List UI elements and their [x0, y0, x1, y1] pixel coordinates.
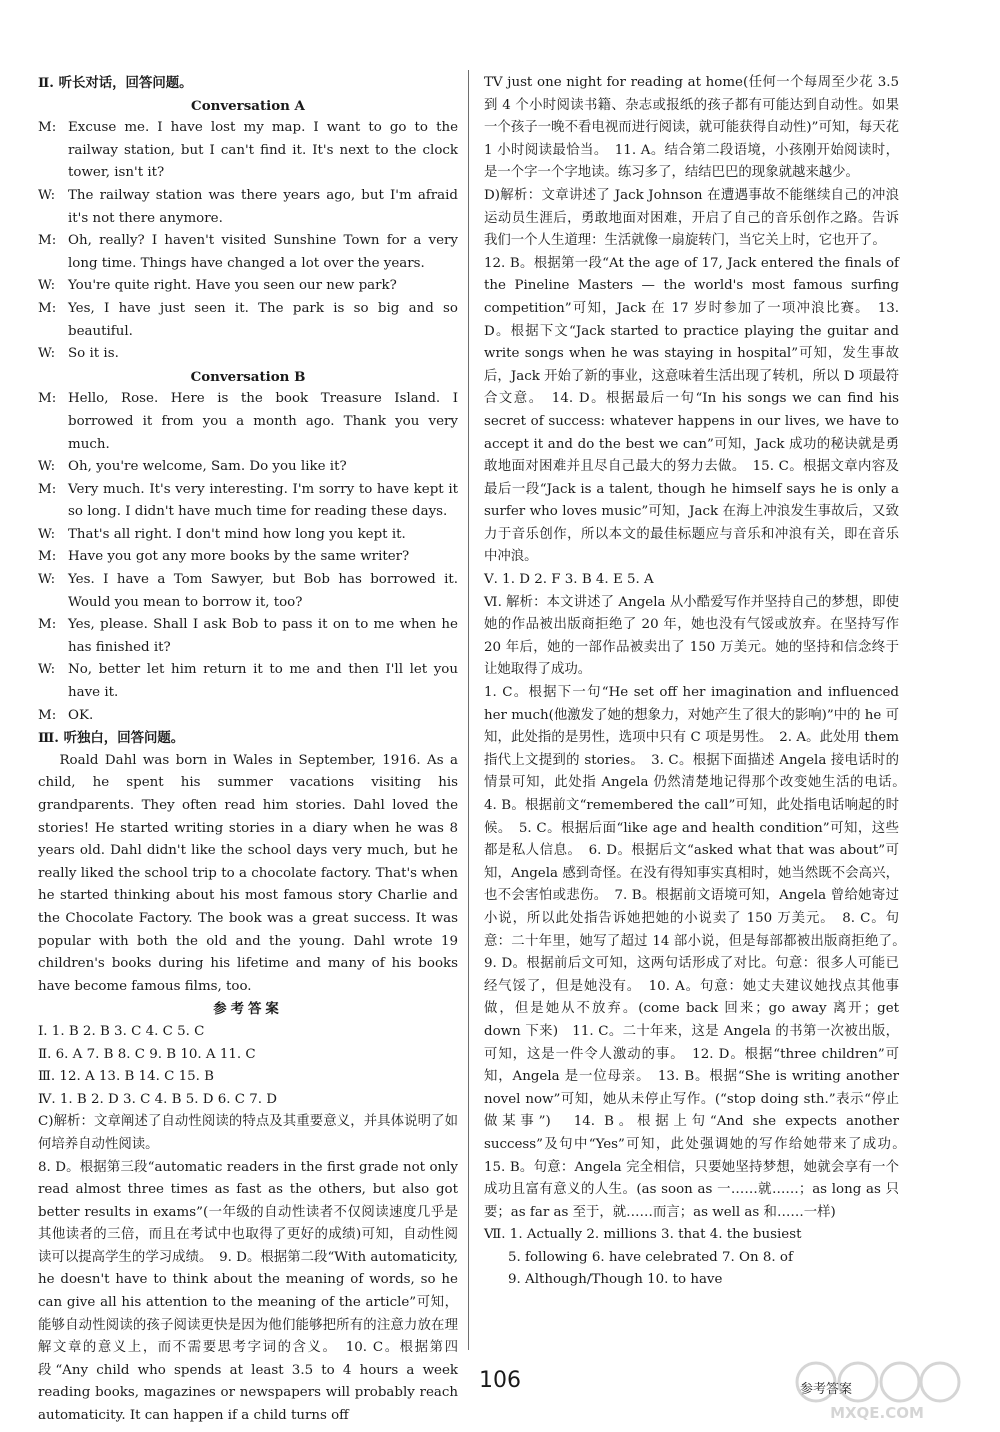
dialog-text: Oh, really? I haven't visited Sunshine Town for a very long time. Things have changed a lot over the years.: [68, 233, 458, 271]
explanation-passage-c: C)解析：文章阐述了自动性阅读的特点及其重要意义，并具体说明了如何培养自动性阅读。: [38, 1114, 458, 1152]
speaker-label: W:: [38, 459, 56, 475]
speaker-label: M:: [38, 391, 57, 407]
dialog-text: Excuse me. I have lost my map. I want to go to the railway station, but I can't find it. It's next to the clock tower, isn't it?: [68, 120, 458, 181]
conversation-a: [38, 117, 458, 366]
speaker-label: M:: [38, 617, 57, 633]
dialog-text: You're quite right. Have you seen our new park?: [68, 278, 397, 294]
watermark-text: MXQE.COM: [830, 1404, 924, 1422]
dialog-text: Very much. It's very interesting. I'm sorry to have kept it so long. I didn't have much time for reading these days.: [68, 481, 458, 520]
explanation-questions-8-10: 8. D。根据第三段“automatic readers in the first grade not only read almost three times as fast as the others, but also got better results in exams”(一年级的自动性读者不仅阅读速度几乎是其他读者的三倍，而且在考试中也取得了更好的成绩)可知，自动性阅读可以提高学生的学习成绩。 9. D。根据第二段“With automaticity, he doesn't have to think about the meaning of words, so he can give all his attention to the meaning of the article”可知，能够自动性阅读的孩子阅读更快是因为他们能够把所有的注意力放在理解文章的意义上，而不需要思考字词的含义。 10. C。根据第四段“Any child who spends at least 3.5 to 4 hours a week reading books, magazines or newspapers will probably reach automaticity. It can happen if a child turns off: [38, 1159, 458, 1424]
explanation-questions-12-15: 12. B。根据第一段“At the age of 17, Jack entered the finals of the Pineline Masters — the world's most famous surfing competition”可知，Jack 在 17 岁时参加了一项冲浪比赛。 13. D。根据下文“Jack started to practice playing the guitar and write songs when he was staying in hospital”可知，发生事故后，Jack 开始了新的事业，这意味着生活出现了转机，所以 D 项最符合文意。 14. D。根据最后一句“In his songs we can find his secret of success: whatever happens in our lives, we have to accept it and do the best we can”可知，Jack 成功的秘诀就是勇敢地面对困难并且尽自己最大的努力去做。 15. C。根据文章内容及最后一段“Jack is a talent, though he himself says he is only a surfer who loves music”可知，Jack 在海上冲浪发生事故后，又致力于音乐创作，所以本文的最佳标题应与音乐和冲浪有关，即在音乐中冲浪。: [484, 255, 899, 565]
speaker-label: W:: [38, 662, 56, 678]
dialog-line: [38, 524, 458, 547]
speaker-label: M:: [38, 481, 57, 497]
speaker-label: M:: [38, 549, 57, 565]
answers-section-2: Ⅱ. 6. A 7. B 8. C 9. B 10. A 11. C: [38, 1046, 256, 1062]
dialog-line: [38, 275, 458, 298]
conversation-b-title: Conversation B: [190, 368, 306, 385]
dialog-text: OK.: [68, 707, 94, 723]
column-divider: [468, 70, 469, 1350]
speaker-label: W:: [38, 278, 56, 294]
dialog-text: Yes, please. Shall I ask Bob to pass it on to me when he has finished it?: [68, 617, 458, 655]
speaker-label: W:: [38, 346, 56, 362]
speaker-label: M:: [38, 300, 57, 316]
speaker-label: W:: [38, 526, 56, 542]
dialog-line: [38, 479, 458, 524]
dialog-line: [38, 705, 458, 728]
speaker-label: M:: [38, 233, 57, 249]
dialog-line: [38, 569, 458, 614]
dialog-text: Yes, I have just seen it. The park is so big and so beautiful.: [68, 300, 458, 339]
dialog-text: No, better let him return it to me and then I'll let you have it.: [68, 662, 458, 701]
watermark-logo: [792, 1360, 962, 1424]
speaker-label: W:: [38, 572, 56, 588]
monologue-text: Roald Dahl was born in Wales in September, 1916. As a child, he spent his summer vacations visiting his grandparents. They often read him stories. Dahl loved the stories! He started writing stories in a diary when he was 8 years old. Dahl didn't like the school days very much, but he really liked the school trip to a chocolate factory. That's when he started thinking about his most famous story Charlie and the Chocolate Factory. The book was a great success. It was popular with both the old and the young. Dahl wrote 19 children's books during his lifetime and many of his books have become famous films, too.: [38, 752, 458, 994]
dialog-line: [38, 388, 458, 456]
conversation-a-title: Conversation A: [191, 97, 305, 114]
dialog-text: That's all right. I don't mind how long you kept it.: [68, 526, 406, 542]
right-column: [484, 72, 913, 1292]
speaker-label: M:: [38, 707, 57, 723]
section-heading-monologue: Ⅲ. 听独白，回答问题。: [38, 730, 185, 747]
dialog-text: The railway station was there years ago, but I'm afraid it's not there anymore.: [68, 187, 458, 226]
explanation-continued: TV just one night for reading at home(任何一个每周至少花 3.5 到 4 个小时阅读书籍、杂志或报纸的孩子都有可能达到自动性。如果一个孩子一晚不看电视而进行阅读，就可能获得自动性)”可知，每天花 1 小时阅读最恰当。 11. A。结合第二段语境，小孩刚开始阅读时，是一个字一个字地读。练习多了，结结巴巴的现象就越来越少。: [484, 75, 899, 181]
dialog-text: Hello, Rose. Here is the book Treasure Island. I borrowed it from you a month ago. Thank you very much.: [68, 391, 458, 452]
dialog-text: Have you got any more books by the same writer?: [68, 549, 410, 565]
dialog-line: [38, 343, 458, 366]
dialog-text: Yes. I have a Tom Sawyer, but Bob has borrowed it. Would you mean to borrow it, too?: [68, 572, 458, 610]
conversation-b: [38, 388, 458, 727]
answers-section-7-row-2: 5. following 6. have celebrated 7. On 8. of: [508, 1249, 793, 1265]
dialog-line: [38, 185, 458, 230]
answers-section-7-row-1: Ⅶ. 1. Actually 2. millions 3. that 4. the busiest: [484, 1227, 802, 1243]
answers-section-5: Ⅴ. 1. D 2. F 3. B 4. E 5. A: [484, 572, 654, 588]
dialog-line: [38, 117, 458, 185]
section-heading-listening-long: Ⅱ. 听长对话，回答问题。: [38, 75, 193, 91]
answers-title: 参考答案: [213, 1001, 283, 1018]
footer-label: 参考答案: [800, 1382, 853, 1397]
explanation-passage-d: D)解析：文章讲述了 Jack Johnson 在遭遇事故不能继续自己的冲浪运动员生涯后，勇敢地面对困难，开启了自己的音乐创作之路。告诉我们一个人生道理：生活就像一扇旋转门，当它关上时，它也开了。: [484, 187, 899, 249]
dialog-line: [38, 456, 458, 479]
dialog-line: [38, 546, 458, 569]
answers-section-3: Ⅲ. 12. A 13. B 14. C 15. B: [38, 1069, 215, 1085]
left-column: [38, 72, 458, 1428]
explanation-section-6: Ⅵ. 解析：本文讲述了 Angela 从小酷爱写作并坚持自己的梦想，即使她的作品被出版商拒绝了 20 年，她也没有气馁或放弃。在坚持写作 20 年后，她的一部作品被卖出了 150 万美元。她的坚持和信念终于让她取得了成功。: [484, 594, 899, 678]
speaker-label: W:: [38, 187, 56, 203]
dialog-line: [38, 230, 458, 275]
answers-section-1: Ⅰ. 1. B 2. B 3. C 4. C 5. C: [38, 1023, 205, 1039]
page-number: 106: [479, 1368, 521, 1393]
answers-section-4: Ⅳ. 1. B 2. D 3. C 4. B 5. D 6. C 7. D: [38, 1091, 278, 1107]
speaker-label: M:: [38, 120, 57, 136]
watermark-seal-icon: [792, 1360, 962, 1404]
dialog-text: So it is.: [68, 346, 119, 362]
dialog-line: [38, 614, 458, 659]
answers-section-7-row-3: 9. Although/Though 10. to have: [508, 1272, 723, 1288]
dialog-line: [38, 659, 458, 704]
dialog-text: Oh, you're welcome, Sam. Do you like it?: [68, 459, 347, 475]
dialog-line: [38, 298, 458, 343]
explanation-cloze-1-15: 1. C。根据下一句“He set off her imagination and influenced her much(他激发了她的想象力，对她产生了很大的影响)”中的 he 可知，此处指的是男性，选项中只有 C 项是男性。 2. A。此处用 them 指代上文提到的 stories。 3. C。根据下面描述 Angela 接电话时的情景可知，此处指 Angela 仍然清楚地记得那个改变她生活的电话。 4. B。根据前文“remembered the call”可知，此处指电话响起的时候。 5. C。根据后面“like age and health condition”可知，这些都是私人信息。 6. D。根据后文“asked what that was about”可知，Angela 感到奇怪。在没有得知事实真相时，她当然既不会高兴，也不会害怕或悲伤。 7. B。根据前文语境可知，Angela 曾给她寄过小说，所以此处指告诉她把她的小说卖了 150 万美元。 8. C。句意：二十年里，她写了超过 14 部小说，但是每部都被出版商拒绝了。 9. D。根据前后文可知，这两句话形成了对比。句意：很多人可能已经气馁了，但是她没有。 10. A。句意：她丈夫建议她找点其他事做，但是她从不放弃。(come back 回来；go away 离开；get down 下来) 11. C。二十年来，这是 Angela 的书第一次被出版，可知，这是一件令人激动的事。 12. D。根据“three children”可知，Angela 是一位母亲。 13. B。根据“She is writing another novel now”可知，她从未停止写作。(“stop doing sth.”表示“停止做某事”) 14. B。根据上句“And she expects another success”及句中“Yes”可知，此处强调她的写作给她带来了成功。 15. B。句意：Angela 完全相信，只要她坚持梦想，她就会享有一个成功且富有意义的人生。(as soon as 一……就……；as long as 只要；as far as 至于，就……而言；as well as 和……一样): [484, 685, 913, 1220]
